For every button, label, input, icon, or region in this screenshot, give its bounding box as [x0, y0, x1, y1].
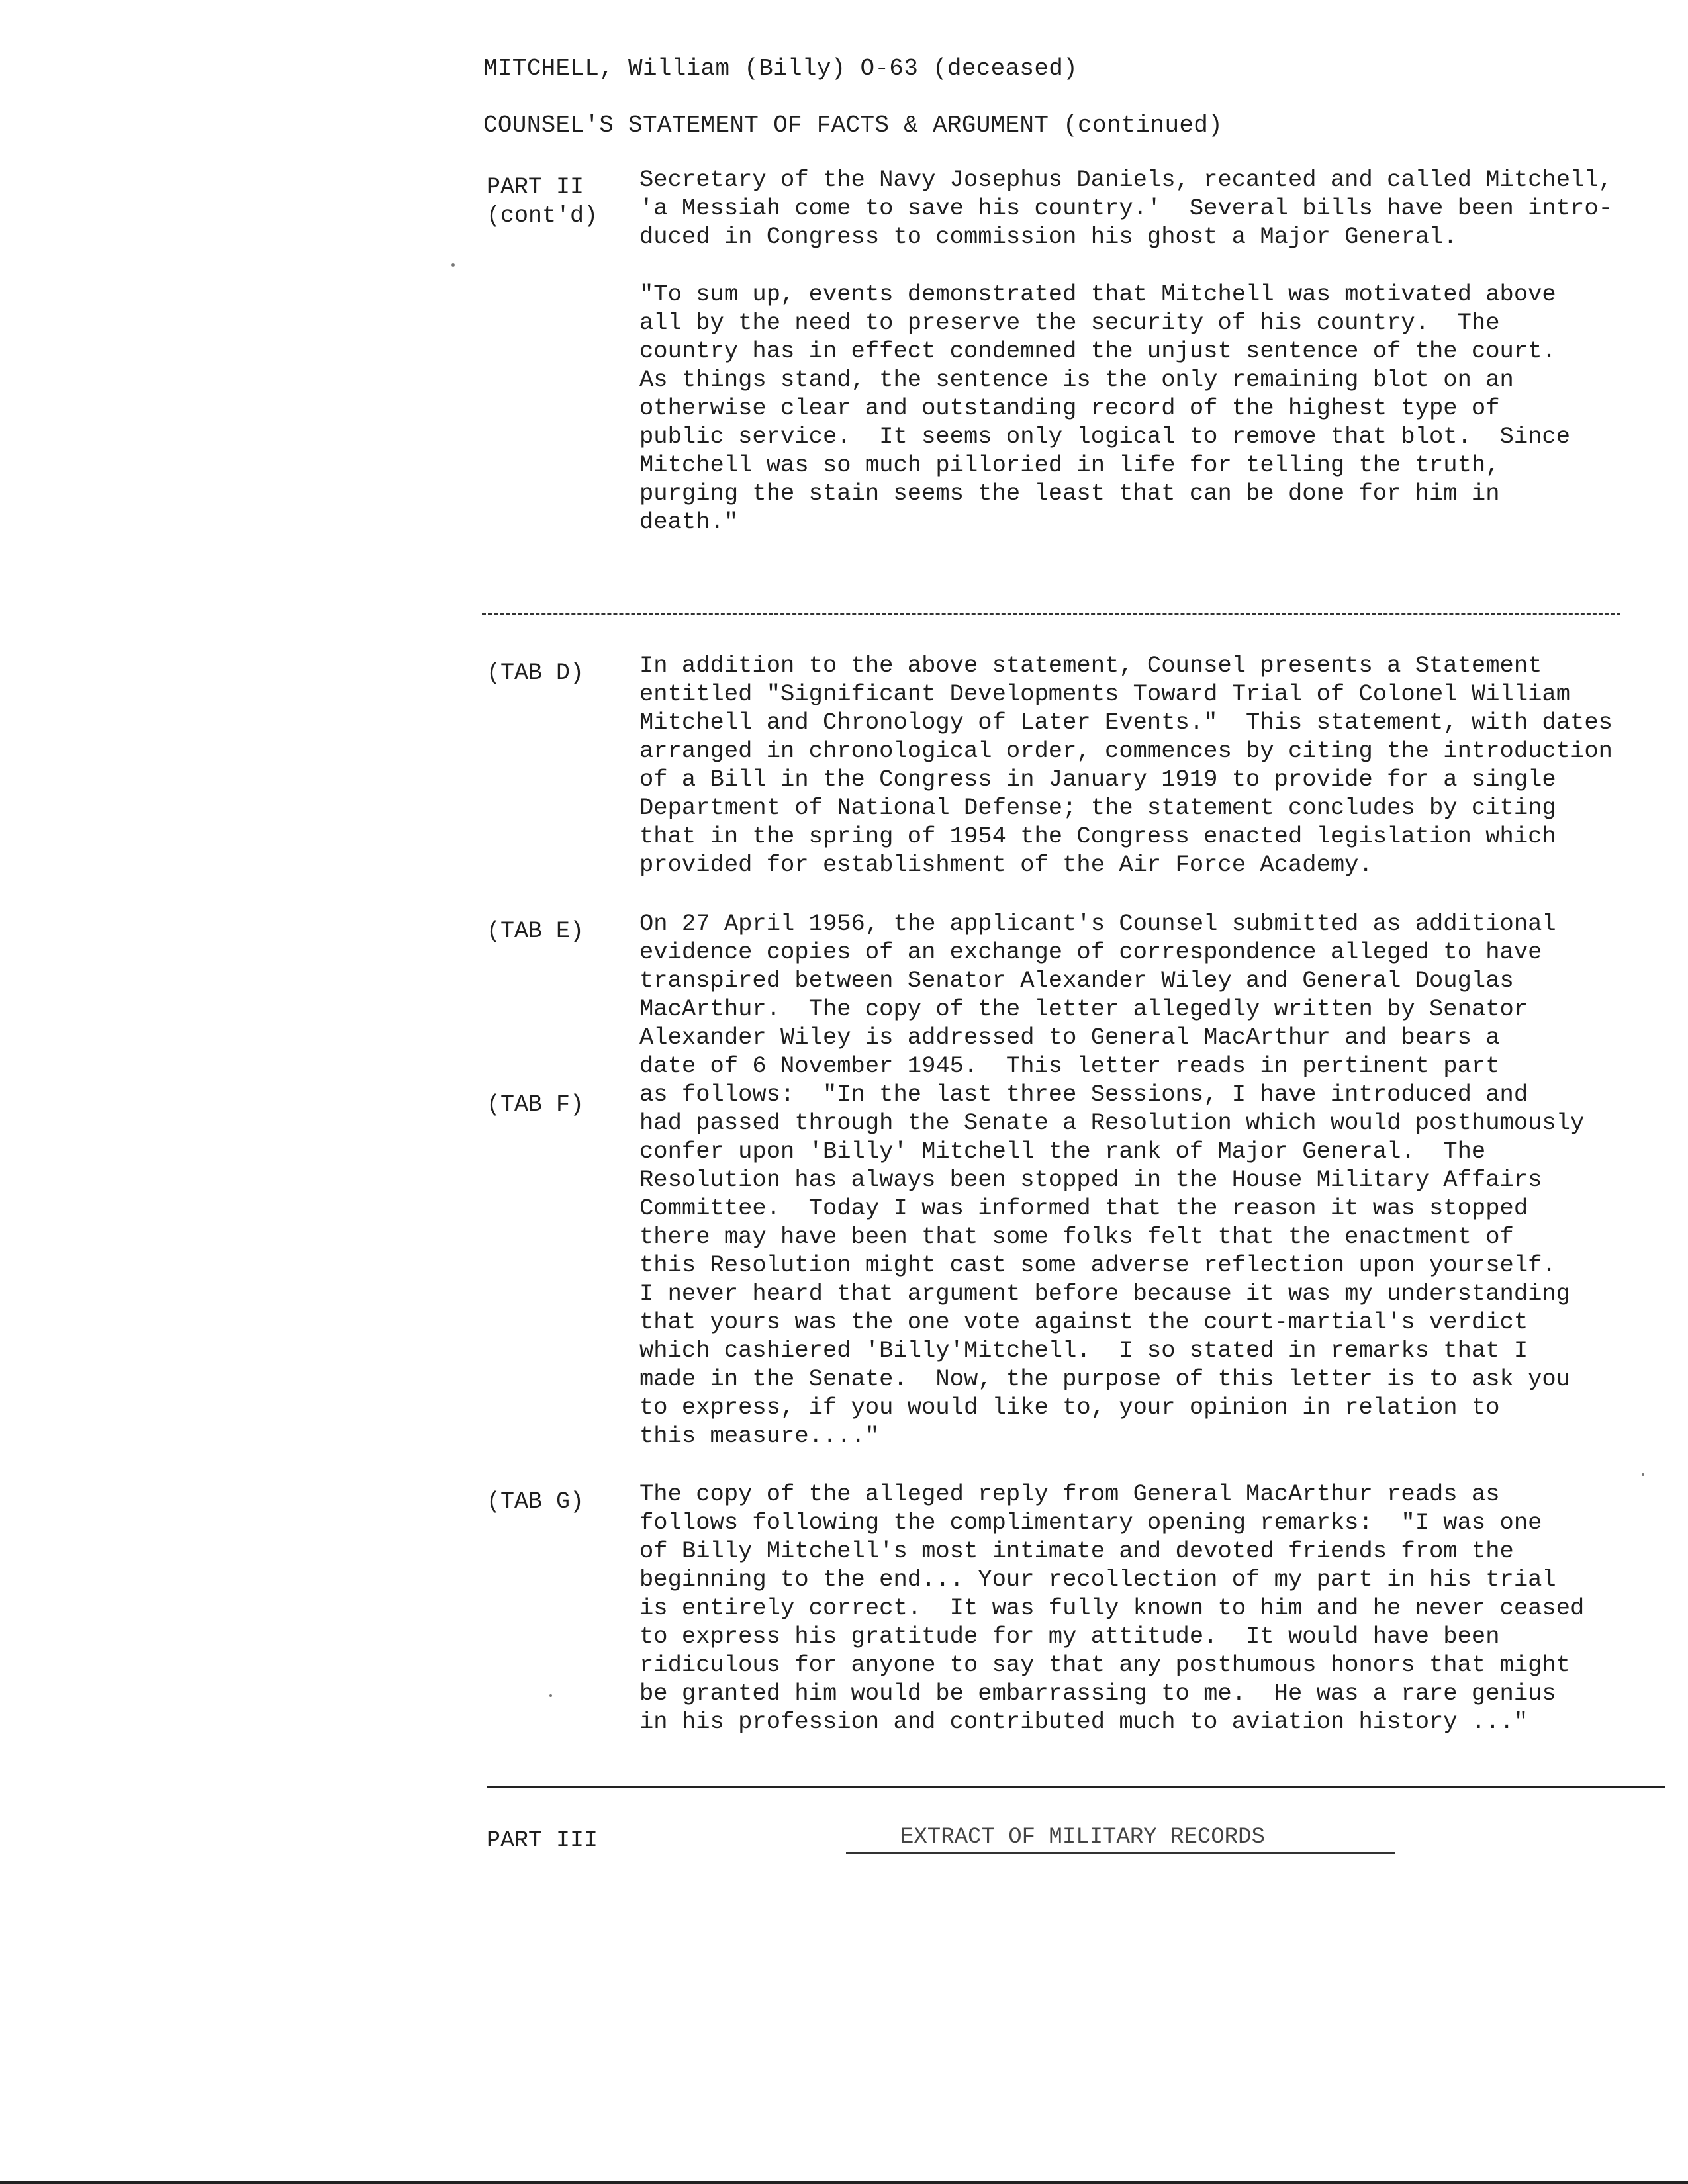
scan-speck	[549, 1694, 552, 1697]
part-iii-label: PART III	[487, 1827, 598, 1854]
tab-g-label: (TAB G)	[487, 1488, 585, 1515]
part-ii-summary-quote: "To sum up, events demonstrated that Mitchell was motivated above all by the need to preserve the security of his country. The country has in effect condemned the unjust sentence of the court. As things stand, the sentence is the only remaining blot on an otherwise clear and outstanding record of the highest type of public service. It seems only logical to remove that blot. Since Mitchell was so much pilloried in life for telling the truth, purging the stain seems the least that can be done for him in death."	[639, 281, 1571, 535]
subject-name-line: MITCHELL, William (Billy) O-63 (deceased)	[483, 55, 1078, 82]
tab-f-label: (TAB F)	[487, 1091, 585, 1118]
scan-bottom-edge	[0, 2181, 1688, 2184]
statement-title: COUNSEL'S STATEMENT OF FACTS & ARGUMENT (continued)	[483, 112, 1223, 139]
tab-d-paragraph: In addition to the above statement, Counsel presents a Statement entitled "Significant Developments Toward Trial of Colonel William Mitchell and Chronology of Later Events." This statement, with dates arranged in chronological order, commences by citing the introduction of a Bill in the Congress in January 1919 to provide for a single Department of National Defense; the statement concludes by citing that in the spring of 1954 the Congress enacted legislation which provided for establishment of the Air Force Academy.	[639, 652, 1613, 878]
tab-g-paragraph: The copy of the alleged reply from General MacArthur reads as follows following the complimentary opening remarks: "I was one of Billy Mitchell's most intimate and devoted friends from the beginning to the end... Your recollection of my part in his trial is entirely correct. It was fully known to him and he never ceased to express his gratitude for my attitude. It would have been ridiculous for anyone to say that any posthumous honors that might be granted him would be embarrassing to me. He was a rare genius in his profession and contributed much to aviation history ..."	[639, 1480, 1585, 1735]
tab-e-paragraph: On 27 April 1956, the applicant's Counsel submitted as additional evidence copies of an exchange of correspondence alleged to have transpired between Senator Alexander Wiley and General Douglas MacArthur. The copy of the letter allegedly written by Senator Alexander Wiley is addressed to General MacArthur and bears a date of 6 November 1945. This letter reads in pertinent part as follows: "In the last three Sessions, I have introduced and had passed through the Senate a Resolution which would posthumously confer upon 'Billy' Mitchell the rank of Major General. The Resolution has always been stopped in the House Military Affairs Committee. Today I was informed that the reason it was stopped there may have been that some folks felt that the enactment of this Resolution might cast some adverse reflection upon yourself. I never heard that argument before because it was my understanding that yours was the one vote against the court-martial's verdict which cashiered 'Billy'Mitchell. I so stated in remarks that I made in the Senate. Now, the purpose of this letter is to ask you to express, if you would like to, your opinion in relation to this measure...."	[639, 910, 1585, 1449]
part-ii-label: PART II (cont'd)	[487, 174, 598, 229]
tab-e-label: (TAB E)	[487, 918, 585, 944]
section-divider-dashed	[482, 613, 1620, 615]
part-iii-heading: EXTRACT OF MILITARY RECORDS	[846, 1824, 1395, 1854]
part-ii-paragraph-1: Secretary of the Navy Josephus Daniels, recanted and called Mitchell, 'a Messiah come to save his country.' Several bills have been intro- duced in Congress to commission his ghost a Major General.	[639, 166, 1613, 250]
scan-speck	[1642, 1473, 1644, 1476]
section-divider-solid	[487, 1786, 1665, 1788]
scan-speck	[451, 263, 455, 267]
tab-d-label: (TAB D)	[487, 660, 585, 686]
